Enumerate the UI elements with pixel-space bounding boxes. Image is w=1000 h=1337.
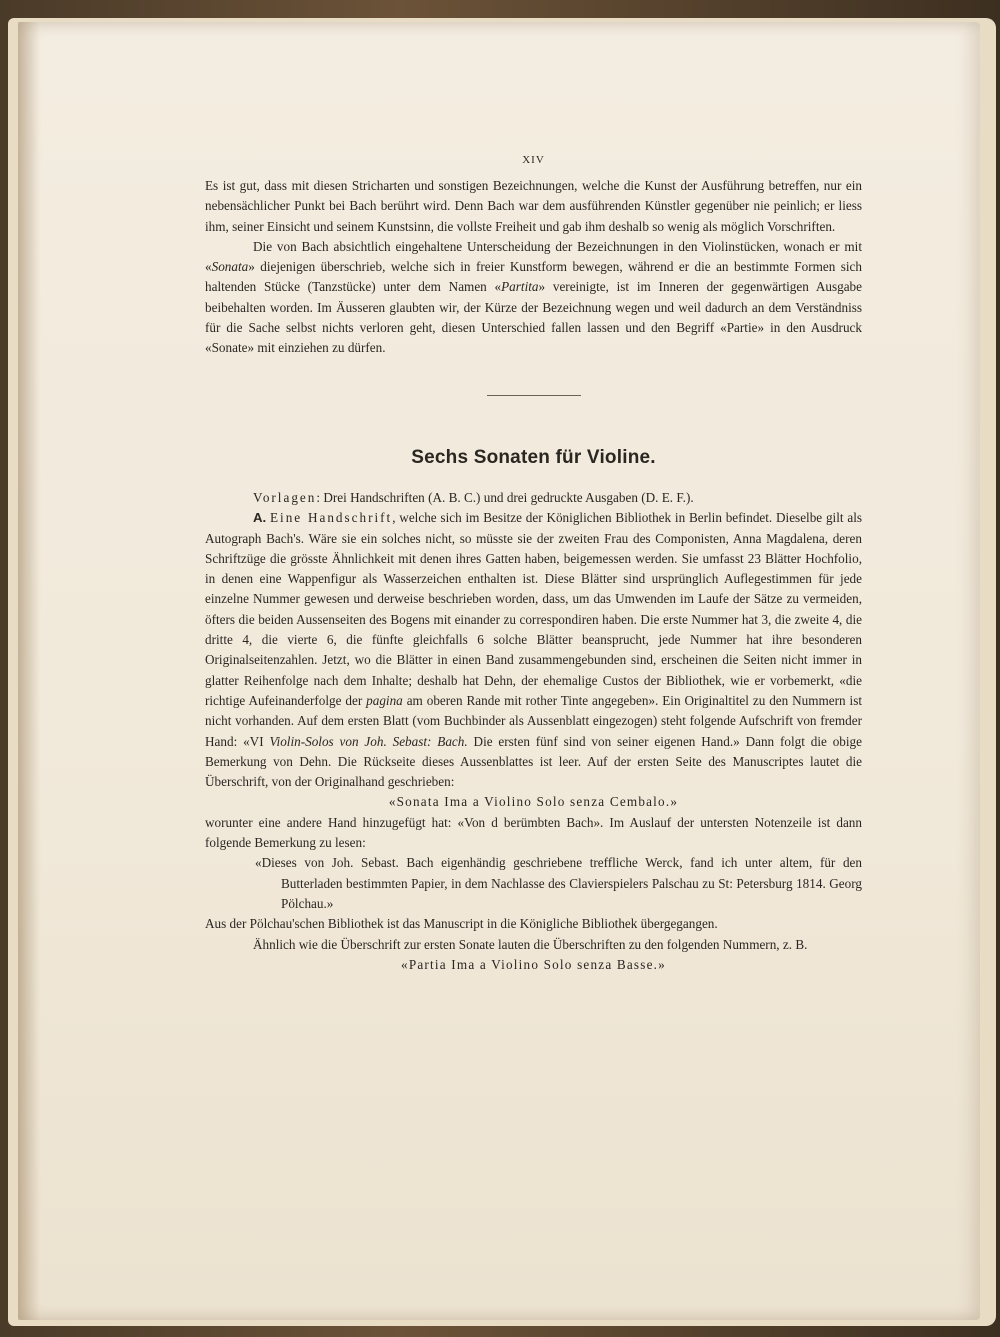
section-title: Sechs Sonaten für Violine. — [411, 446, 656, 468]
provenance-paragraph: Aus der Pölchau'schen Bibliothek ist das Manuscript in die Königliche Bibliothek übergegangen. — [205, 916, 718, 932]
sonata-term: Sonata — [211, 259, 249, 275]
intro-paragraph-1: Es ist gut, dass mit diesen Stricharten und sonstigen Bezeichnungen, welche die Kunst der Ausführung betreffen, nur ein nebensächlicher Punkt bei Bach berührt wird. Denn Bach war dem ausführenden Künstler gegenüber nie peinlich; er liess ihm, seiner Einsicht und seinem Kunstsinn, die vollste Freiheit und gab ihm deshalb so wenig als möglich Vorschriften. — [205, 178, 862, 234]
source-a-paragraph — [205, 508, 862, 792]
page-content — [205, 150, 862, 975]
source-a-text-3: Die ersten fünf sind von seiner eigenen Hand.» Dann folgt die obige Bemerkung von Dehn. Die Rückseite dieses Aussenblattes ist leer. Auf der ersten Seite des Manuscriptes lautet die Überschrift, von der Originalhand geschrieben: — [205, 733, 862, 790]
intro-paragraph-2 — [205, 237, 862, 359]
vorlagen-label: Vorlagen — [253, 489, 317, 505]
spine-shadow — [18, 22, 40, 1320]
source-a-handschrift: Eine Handschrift — [269, 510, 393, 526]
source-a-text-2: am oberen Rande mit rother Tinte angegeben». Ein Originaltitel zu den Nummern ist nicht vorhanden. Auf dem ersten Blatt (vom Buchbinder als Aussenblatt eingezogen) steht folgende Aufschrift von fremder Hand: «VI — [205, 692, 863, 749]
source-a-label: A. — [253, 510, 267, 526]
worunter-paragraph: worunter eine andere Hand hinzugefügt hat: «Von d berümbten Bach». Im Auslauf der untersten Notenzeile ist dann folgende Bemerkung zu lesen: — [205, 814, 862, 851]
section-divider — [487, 395, 581, 396]
headings-paragraph: Ähnlich wie die Überschrift zur ersten Sonate lauten die Überschriften zu den folgenden Nummern, z. B. — [253, 936, 808, 952]
source-a-text-1: , welche sich im Besitze der Königlichen Bibliothek in Berlin befindet. Dieselbe gilt als Autograph Bach's. Wäre sie ein solches nicht, so müsste sie der zweiten Frau des Componisten, Anna Magdalena, deren Schriftzüge die grösste Ähnlichkeit mit denen ihres Gatten haben, beigemessen werden. Sie umfasst 23 Blätter Hochfolio, in denen eine Wappenfigur als Wasserzeichen enthalten ist. Diese Blätter sind ursprünglich Auflegestimmen für jede einzelne Nummer gewesen und derweise beschrieben worden, dass, um das Umwenden im Laufe der Sätze zu vermeiden, öfters die beiden Aussenseiten des Bogens mit einander zu correspondiren haben. Die erste Nummer hat 3, die zweite 4, die dritte 4, die vierte 6, die fünfte gleichfalls 6 solche Blätter beansprucht, jede Nummer hat ihre besonderen Originalseitenzahlen. Jetzt, wo die Blätter in einen Band zusammengebunden sind, erscheinen die Seiten nicht immer in glatter Reihenfolge nach dem Inhalte; deshalb hat Dehn, der ehemalige Custos der Bibliothek, wie er vorbemerkt, «die richtige Aufeinanderfolge der — [205, 510, 862, 708]
violin-solos-title: Violin-Solos von Joh. Sebast: Bach. — [269, 733, 468, 749]
page-number: XIV — [522, 154, 545, 166]
partita-term: Partita — [501, 279, 539, 295]
vorlagen-text: : Drei Handschriften (A. B. C.) und drei gedruckte Ausgaben (D. E. F.). — [316, 489, 694, 505]
intro-paragraph-2-part-c: » vereinigte, ist im Inneren der gegenwärtigen Ausgabe beibehalten worden. Im Äusseren glaubten wir, der Kürze der Bezeichnung wegen und weil dadurch an dem Verständniss für die Sache selbst nichts verloren geht, diesen Unterschied fallen lassen und den Begriff «Partie» in den Ausdruck «Sonate» mit einziehen zu dürfen. — [205, 279, 862, 356]
partia-title-quote: «Partia Ima a Violino Solo senza Basse.» — [401, 956, 666, 972]
intro-paragraph-2-part-b: » diejenigen überschrieb, welche sich in freier Kunstform bewegen, während er die an bestimmte Formen sich haltenden Stücke (Tanzstücke) unter dem Namen « — [205, 259, 862, 295]
poelchau-note-quote: «Dieses von Joh. Sebast. Bach eigenhändig geschriebene treffliche Werck, fand ich unter altem, für den Butterladen bestimmten Papier, in dem Nachlasse des Clavierspielers Palschau zu St: Petersburg 1814. Georg Pölchau.» — [255, 855, 862, 911]
sonata-title-quote: «Sonata Ima a Violino Solo senza Cembalo.» — [388, 794, 679, 810]
intro-paragraph-2-part-a: Die von Bach absichtlich eingehaltene Unterscheidung der Bezeichnungen in den Violinstücken, wonach er mit « — [205, 238, 862, 275]
pagina-term: pagina — [366, 692, 403, 708]
vorlagen-paragraph — [205, 488, 862, 508]
